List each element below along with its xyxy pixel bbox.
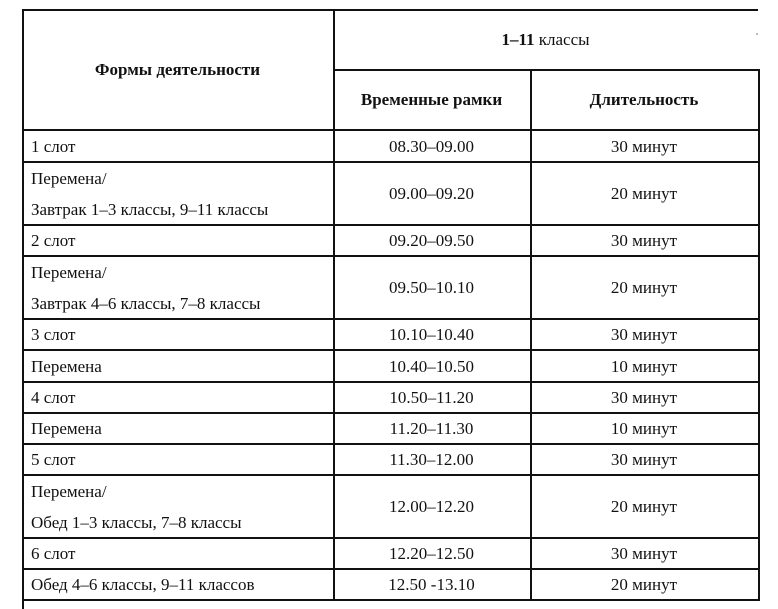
stray-mark	[756, 33, 758, 35]
duration-cell: 10 минут	[610, 356, 678, 376]
activity-line: 6 слот	[31, 544, 76, 563]
duration-cell: 10 минут	[610, 419, 678, 438]
header-grade-group	[333, 9, 758, 69]
activity-line: Перемена	[31, 419, 102, 438]
activity-line: Обед 4–6 классы, 9–11 классов	[31, 575, 255, 594]
activity-line: Завтрак 1–3 классы, 9–11 классы	[31, 199, 269, 219]
duration-cell: 30 минут	[610, 325, 678, 344]
duration-cell: 30 минут	[610, 136, 678, 156]
activity-cell	[22, 130, 333, 162]
activity-line: Обед 1–3 классы, 7–8 классы	[31, 512, 242, 532]
time-cell: 09.00–09.20	[389, 184, 474, 203]
activity-cell	[22, 475, 333, 538]
activity-cell	[22, 256, 333, 319]
duration-cell: 20 минут	[610, 278, 678, 297]
activity-line: Перемена	[31, 356, 102, 376]
duration-cell: 30 минут	[610, 231, 678, 250]
header-time-frame: Временные рамки	[360, 89, 503, 109]
activity-cell	[22, 225, 333, 256]
activity-cell	[22, 413, 333, 444]
activity-line: Перемена/	[31, 168, 107, 188]
time-cell: 10.10–10.40	[389, 325, 474, 344]
activity-line: Перемена/	[31, 262, 107, 282]
time-cell: 12.50 -13.10	[388, 575, 475, 594]
duration-cell: 30 минут	[610, 450, 678, 469]
activity-cell	[22, 162, 333, 225]
activity-line: 1 слот	[31, 136, 76, 156]
time-cell: 10.40–10.50	[389, 356, 474, 376]
activity-line: 3 слот	[31, 325, 76, 344]
duration-cell: 30 минут	[610, 388, 678, 407]
activity-line: 5 слот	[31, 450, 76, 469]
time-cell: 09.50–10.10	[389, 278, 474, 297]
time-cell: 11.20–11.30	[389, 419, 474, 438]
time-cell: 10.50–11.20	[389, 388, 474, 407]
activity-cell	[22, 382, 333, 413]
time-cell: 08.30–09.00	[389, 136, 474, 156]
time-cell: 12.20–12.50	[389, 544, 474, 563]
duration-cell: 20 минут	[610, 497, 678, 516]
activity-line: Завтрак 4–6 классы, 7–8 классы	[31, 293, 261, 313]
activity-line: Перемена/	[31, 481, 107, 501]
activity-cell	[22, 569, 333, 600]
activity-cell	[22, 444, 333, 475]
activity-cell	[22, 350, 333, 382]
table-border-right	[758, 69, 760, 601]
time-cell: 11.30–12.00	[389, 450, 474, 469]
activity-line: 2 слот	[31, 231, 76, 250]
activity-line: 4 слот	[31, 388, 76, 407]
activity-cell	[22, 538, 333, 569]
duration-cell: 20 минут	[610, 184, 678, 203]
grade-label: классы	[534, 29, 590, 49]
header-duration: Длительность	[589, 89, 699, 109]
time-cell: 09.20–09.50	[389, 231, 474, 250]
duration-cell: 30 минут	[610, 544, 678, 563]
duration-cell: 20 минут	[610, 575, 678, 594]
grade-range: 1–11	[501, 29, 535, 49]
time-cell: 12.00–12.20	[389, 497, 474, 516]
activity-cell	[22, 319, 333, 350]
header-activity-forms: Формы деятельности	[94, 59, 261, 79]
